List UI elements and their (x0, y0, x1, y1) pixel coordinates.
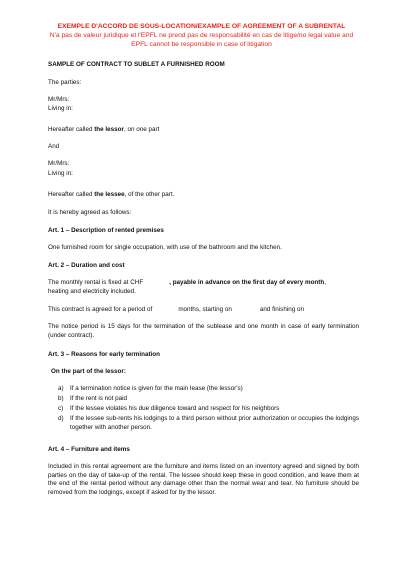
parties-label: The parties: (48, 79, 82, 86)
reason-letter: b) (58, 395, 64, 402)
article-3-title: Art. 3 – Reasons for early termination (48, 351, 160, 358)
reason-letter: c) (58, 405, 64, 412)
lessor-def-prefix: Hereafter called (48, 126, 95, 133)
article-1-title: Art. 1 – Description of rented premises (48, 227, 164, 234)
reason-item (58, 395, 127, 404)
and-label: And (48, 143, 60, 150)
period-label: This contract is agreed for a period of (48, 306, 153, 313)
lessor-def-suffix: , on one part (123, 126, 160, 133)
header-title: EXEMPLE D'ACCORD DE SOUS-LOCATION/EXAMPLE OF AGREEMENT OF A SUBRENTAL (57, 23, 346, 30)
period-clause (48, 306, 359, 315)
lessee-def-prefix: Hereafter called (48, 191, 95, 198)
lessor-definition (48, 126, 359, 135)
rent-due-day: on the first day of every month (232, 279, 325, 286)
lessor-name-label: Mr/Mrs: (48, 96, 70, 103)
lessee-address-label: Living in: (48, 170, 73, 177)
rent-amount-label: The monthly rental is fixed at CHF (48, 279, 144, 286)
rent-clause (48, 279, 359, 288)
reason-letter: a) (58, 385, 64, 392)
reason-item (58, 385, 243, 394)
article-1-text: One furnished room for single occupation, with use of the bathroom and the kitchen. (48, 244, 282, 251)
reason-item (58, 415, 70, 424)
reason-item (58, 405, 279, 414)
contract-title: SAMPLE OF CONTRACT TO SUBLET A FURNISHED ROOM (48, 61, 225, 68)
lessor-reasons-heading: On the part of the lessor: (51, 368, 126, 375)
disclaimer-header (40, 22, 363, 49)
reason-letter: d) (58, 415, 64, 422)
article-2-title: Art. 2 – Duration and cost (48, 262, 125, 269)
lessee-def-term: the lessee (94, 191, 125, 198)
header-disclaimer-line1: N'a pas de valeur juridique et l'EPFL ne prend pas de responsabilité en cas de litige/no legal value and (49, 32, 354, 39)
lessee-def-suffix: , of the other part. (124, 191, 175, 198)
rent-inclusions: heating and electricity included. (48, 288, 136, 295)
notice-period-text: The notice period is 15 days for the termination of the sublease and one month in case of early termination (under contract). (48, 323, 359, 339)
lessee-name-label: Mr/Mrs: (48, 160, 70, 167)
agreement-intro: It is hereby agreed as follows: (48, 209, 132, 216)
article-4-title: Art. 4 – Furniture and items (48, 446, 130, 453)
header-disclaimer-line2: EPFL cannot be responsible in case of litigation (131, 41, 272, 48)
reason-text: If the lessee sub-rents his lodgings to a third person without prior authorization or occupies the lodgings together with another person. (70, 415, 359, 431)
reason-text: If a termination notice is given for the main lease (the lessor's) (70, 385, 243, 392)
rent-payment-terms: , payable in advance (169, 279, 231, 286)
lessor-address-label: Living in: (48, 105, 73, 112)
lessor-def-term: the lessor (94, 126, 124, 133)
lessee-definition (48, 191, 359, 200)
period-end-label: and finishing on (259, 306, 304, 313)
reason-text: If the lessee violates his due diligence toward and respect for his neighbors (70, 405, 280, 412)
reason-text: If the rent is not paid (70, 395, 128, 402)
rent-comma: , (324, 279, 326, 286)
period-start-label: months, starting on (178, 306, 232, 313)
article-4-text: Included in this rental agreement are the furniture and items listed on an inventory agreed and signed by both parties on the day of take-up of the rental. The lessee should keep these in good condition, and leave them at the end of the rental period without any damage other than the normal wear and tear. No furniture should be removed from the lodgings, except if asked for by the lessor. (48, 463, 359, 496)
